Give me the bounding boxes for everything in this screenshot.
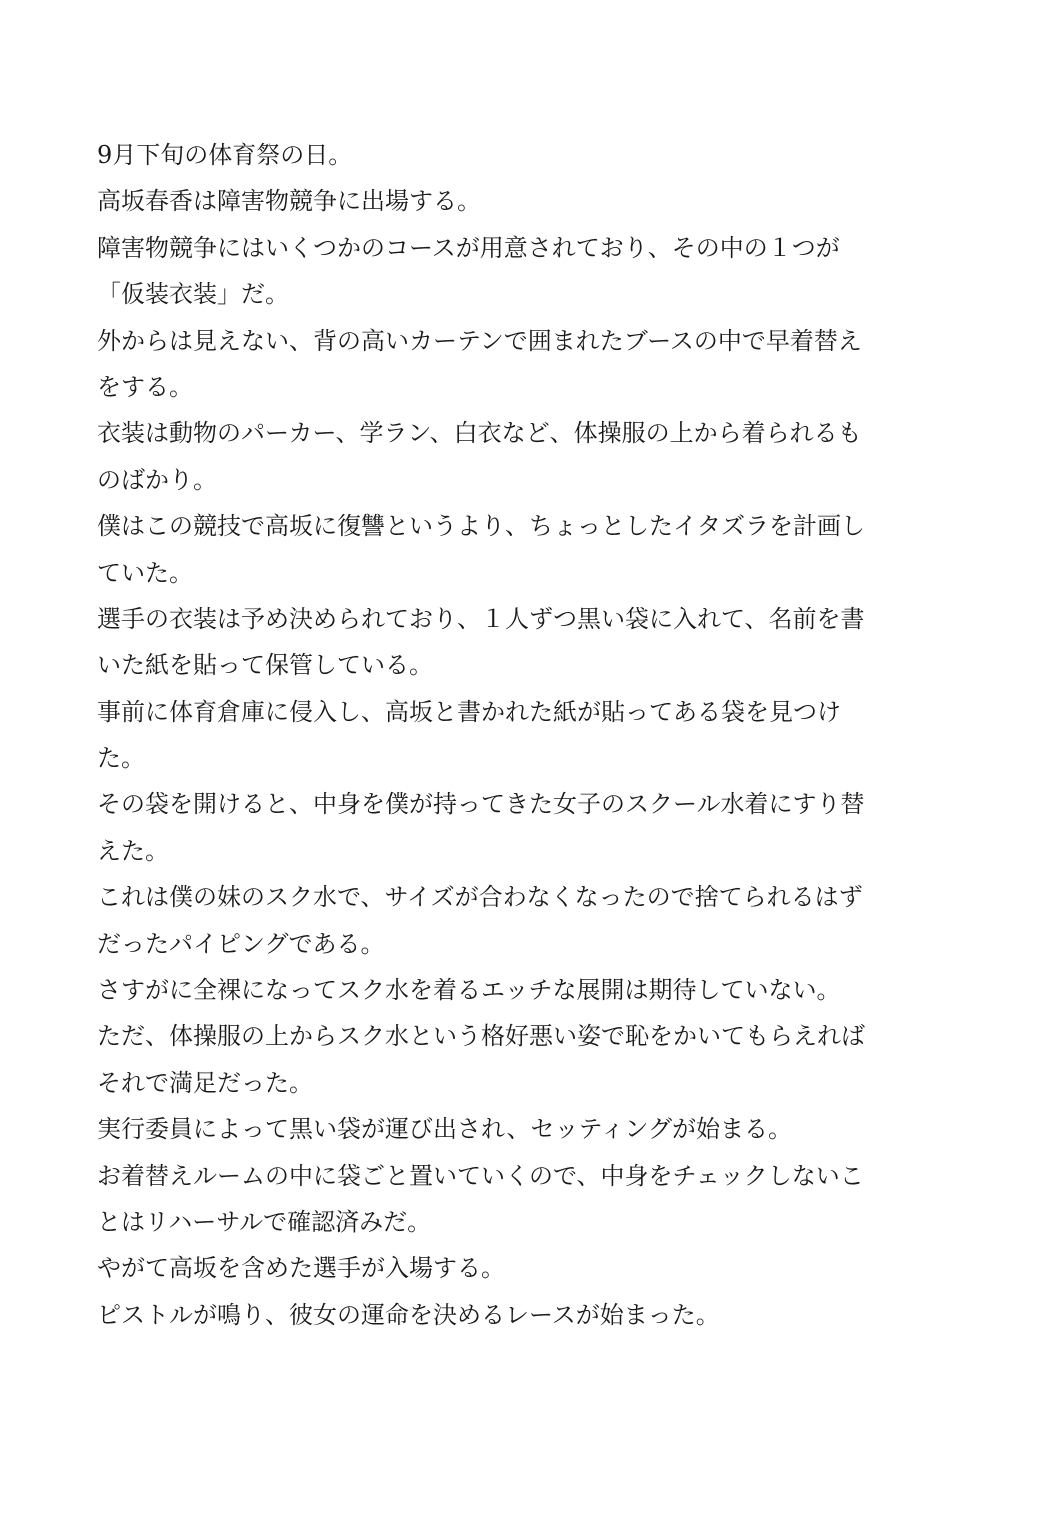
text-line: ただ、体操服の上からスク水という格好悪い姿で恥をかいてもらえれば <box>97 1022 865 1051</box>
text-line: ピストルが鳴り、彼女の運命を決めるレースが始まった。 <box>97 1300 720 1329</box>
text-line: ていた。 <box>97 558 193 587</box>
text-line: 外からは見えない、背の高いカーテンで囲まれたブースの中で早着替え <box>97 326 862 355</box>
text-line: えた。 <box>97 836 169 865</box>
text-line: とはリハーサルで確認済みだ。 <box>97 1207 432 1236</box>
text-line: 実行委員によって黒い袋が運び出され、セッティングが始まる。 <box>97 1115 793 1144</box>
text-line: それで満足だった。 <box>97 1068 313 1097</box>
text-line: これは僕の妹のスク水で、サイズが合わなくなったので捨てられるはず <box>97 883 863 912</box>
text-line: のばかり。 <box>97 465 217 494</box>
text-line: やがて高坂を含めた選手が入場する。 <box>97 1254 505 1283</box>
document-body <box>97 132 957 1338</box>
text-line: 高坂春香は障害物競争に出場する。 <box>97 187 481 216</box>
text-line: 衣装は動物のパーカー、学ラン、白衣など、体操服の上から着られるも <box>97 419 862 448</box>
text-line: 障害物競争にはいくつかのコースが用意されており、その中の１つが <box>97 233 840 262</box>
text-line: 僕はこの競技で高坂に復讐というより、ちょっとしたイタズラを計画し <box>97 512 865 541</box>
text-line: さすがに全裸になってスク水を着るエッチな展開は期待していない。 <box>97 976 841 1005</box>
text-line: いた紙を貼って保管している。 <box>97 651 433 680</box>
text-line: だったパイピングである。 <box>97 929 385 958</box>
text-line: をする。 <box>97 372 193 401</box>
text-line: 「仮装衣装」だ。 <box>97 280 289 309</box>
text-line: その袋を開けると、中身を僕が持ってきた女子のスクール水着にすり替 <box>97 790 865 819</box>
text-line: た。 <box>97 744 145 773</box>
text-line: 選手の衣装は予め決められており、１人ずつ黒い袋に入れて、名前を書 <box>97 604 865 633</box>
text-line: 事前に体育倉庫に侵入し、高坂と書かれた紙が貼ってある袋を見つけ <box>97 697 841 726</box>
text-line: お着替えルームの中に袋ごと置いていくので、中身をチェックしないこ <box>97 1161 864 1190</box>
text-line: 9月下旬の体育祭の日。 <box>97 141 353 169</box>
